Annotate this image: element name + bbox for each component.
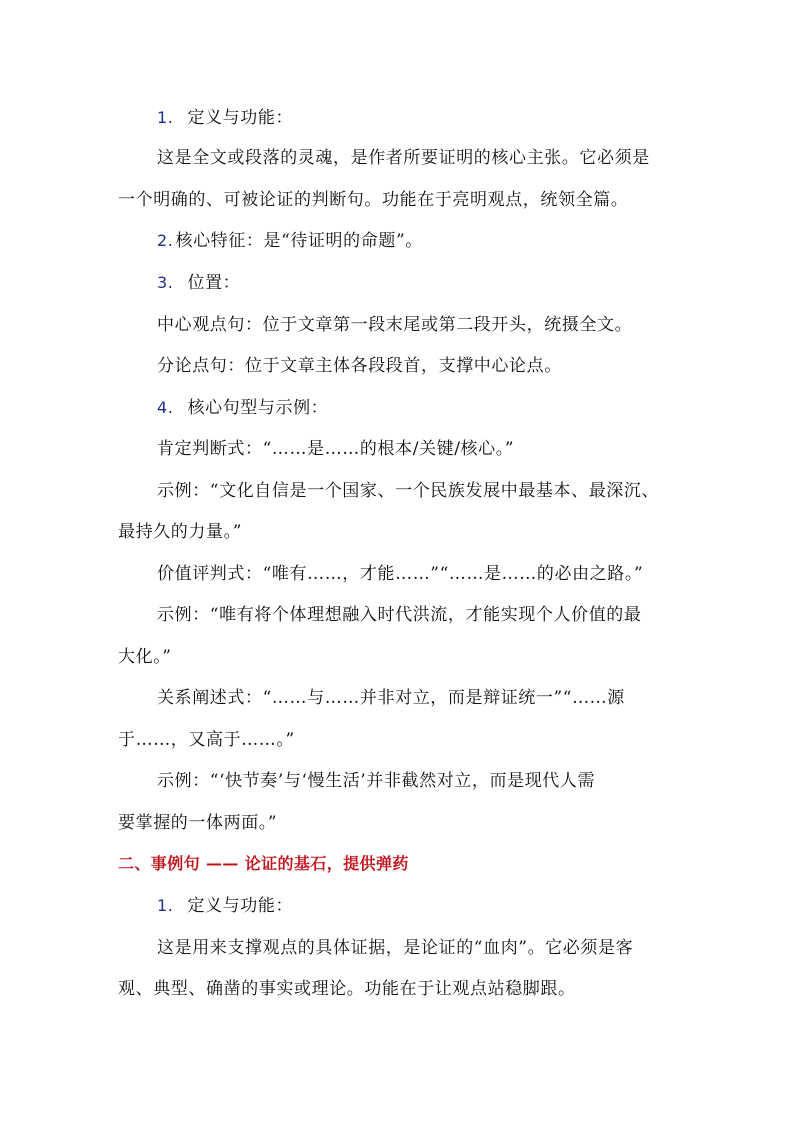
paragraph-line: 示例：“‘快节奏’与‘慢生活’并非截然对立，而是现代人需 — [157, 771, 596, 791]
paragraph-line: 中心观点句：位于文章第一段末尾或第二段开头，统摄全文。 — [157, 315, 633, 335]
paragraph-line: 于……，又高于……。” — [118, 730, 295, 750]
section-heading: 二、事例句 —— 论证的基石，提供弹药 — [118, 854, 409, 873]
paragraph-line: 这是全文或段落的灵魂，是作者所要证明的核心主张。它必须是 — [157, 148, 650, 168]
item-title: 核心特征：是“待证明的命题”。 — [175, 231, 423, 251]
item-number: 3. — [157, 273, 174, 292]
paragraph-line: 要掌握的一体两面。” — [118, 813, 278, 833]
paragraph-line: 示例：“文化自信是一个国家、一个民族发展中最基本、最深沉、 — [157, 481, 660, 501]
paragraph-line: 分论点句：位于文章主体各段段首，支撑中心论点。 — [157, 356, 562, 376]
item-position — [157, 271, 240, 295]
paragraph-line: 肯定判断式：“……是……的根本/关键/核心。” — [157, 439, 515, 459]
item-number: 4. — [157, 398, 174, 417]
item-sentence-patterns — [157, 396, 328, 420]
paragraph-line: 一个明确的、可被论证的判断句。功能在于亮明观点，统领全篇。 — [118, 190, 629, 210]
item-definition-function — [157, 894, 293, 918]
paragraph-line: 大化。” — [118, 647, 172, 667]
item-title: 位置： — [187, 273, 241, 293]
paragraph-line: 最持久的力量。” — [118, 522, 242, 542]
item-title: 定义与功能： — [187, 896, 294, 916]
item-number: 1. — [157, 896, 174, 915]
item-definition-function — [157, 106, 293, 130]
item-number: 1. — [157, 108, 174, 127]
paragraph-line: 观、典型、确凿的事实或理论。功能在于让观点站稳脚跟。 — [118, 979, 576, 999]
item-core-feature — [157, 229, 423, 253]
item-number: 2. — [157, 231, 174, 250]
paragraph-line: 价值评判式：“唯有……，才能……”“……是……的必由之路。” — [157, 564, 644, 584]
item-title: 定义与功能： — [187, 108, 294, 128]
paragraph-line: 这是用来支撑观点的具体证据，是论证的“血肉”。它必须是客 — [157, 938, 634, 958]
item-title: 核心句型与示例： — [187, 398, 329, 418]
paragraph-line: 示例：“唯有将个体理想融入时代洪流，才能实现个人价值的最 — [157, 605, 642, 625]
paragraph-line: 关系阐述式：“……与……并非对立，而是辩证统一”“……源 — [157, 688, 625, 708]
